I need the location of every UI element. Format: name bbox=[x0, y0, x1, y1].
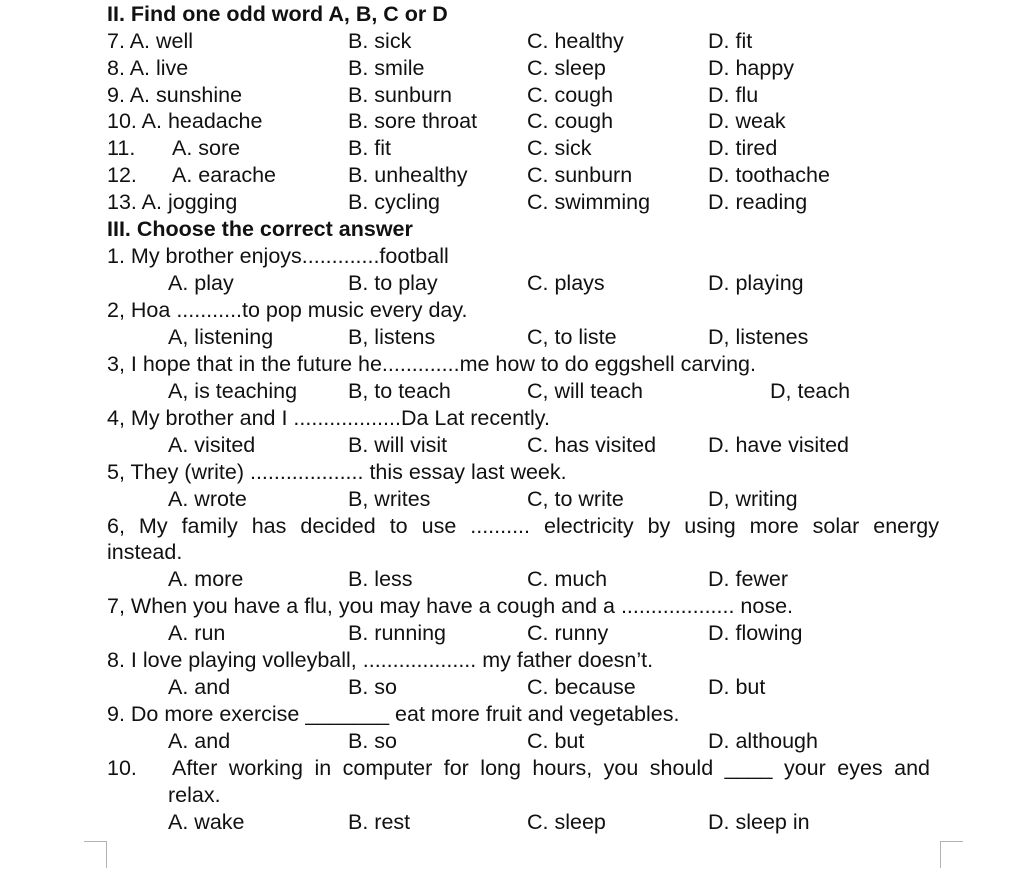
question-number: 11. bbox=[107, 136, 136, 160]
option-d: D. tired bbox=[708, 136, 778, 160]
option-d: D, writing bbox=[708, 487, 798, 511]
option-c: C, to write bbox=[527, 487, 624, 511]
option-a: A. play bbox=[168, 271, 234, 295]
option-d: D. reading bbox=[708, 190, 808, 214]
option-d: D. toothache bbox=[708, 163, 830, 187]
option-a: A. run bbox=[168, 621, 226, 645]
option-b: B. fit bbox=[348, 136, 392, 160]
question-number-option-a: 7. A. well bbox=[107, 29, 194, 53]
option-b: B, listens bbox=[348, 325, 436, 349]
option-c: C. cough bbox=[527, 109, 614, 133]
option-c: C. cough bbox=[527, 83, 614, 107]
option-b: B. rest bbox=[348, 810, 411, 834]
option-a: A. wrote bbox=[168, 487, 247, 511]
option-b: B, writes bbox=[348, 487, 431, 511]
question-number: 12. bbox=[107, 163, 137, 187]
option-d: D, teach bbox=[770, 379, 851, 403]
question-number-option-a: 9. A. sunshine bbox=[107, 83, 243, 107]
question-number-option-a: 8. A. live bbox=[107, 56, 189, 80]
option-d: D. sleep in bbox=[708, 810, 810, 834]
option-b: B. sore throat bbox=[348, 109, 478, 133]
option-a: A. and bbox=[168, 729, 231, 753]
option-c: C. because bbox=[527, 675, 636, 699]
option-d: D, listenes bbox=[708, 325, 809, 349]
option-c: C. healthy bbox=[527, 29, 624, 53]
option-d: D. although bbox=[708, 729, 818, 753]
option-c: C. plays bbox=[527, 271, 605, 295]
page-corner-mark-right bbox=[940, 841, 963, 868]
option-d: D. happy bbox=[708, 56, 795, 80]
option-d: D. fewer bbox=[708, 567, 789, 591]
page-corner-mark-left bbox=[84, 841, 107, 868]
option-c: C. sick bbox=[527, 136, 592, 160]
option-c: C. much bbox=[527, 567, 608, 591]
option-d: D. fit bbox=[708, 29, 753, 53]
option-a: A, listening bbox=[168, 325, 274, 349]
option-d: D. weak bbox=[708, 109, 786, 133]
option-a: A. earache bbox=[172, 163, 276, 187]
option-b: B. less bbox=[348, 567, 413, 591]
option-c: C. sleep bbox=[527, 810, 606, 834]
option-a: A. wake bbox=[168, 810, 245, 834]
option-c: C, will teach bbox=[527, 379, 643, 403]
option-b: B. so bbox=[348, 675, 397, 699]
question-number-option-a: 10. A. headache bbox=[107, 109, 263, 133]
question-number-option-a: 13. A. jogging bbox=[107, 190, 238, 214]
question-number: 10. bbox=[107, 756, 137, 780]
option-b: B. sick bbox=[348, 29, 412, 53]
option-a: A. visited bbox=[168, 433, 256, 457]
option-a: A. and bbox=[168, 675, 231, 699]
option-b: B. so bbox=[348, 729, 397, 753]
option-c: C. sunburn bbox=[527, 163, 633, 187]
option-b: B. to play bbox=[348, 271, 438, 295]
option-b: B. smile bbox=[348, 56, 425, 80]
option-c: C, to liste bbox=[527, 325, 617, 349]
option-a: A. more bbox=[168, 567, 244, 591]
option-b: B, to teach bbox=[348, 379, 451, 403]
option-c: C. but bbox=[527, 729, 585, 753]
option-c: C. swimming bbox=[527, 190, 651, 214]
option-d: D. have visited bbox=[708, 433, 850, 457]
option-b: B. running bbox=[348, 621, 447, 645]
option-c: C. runny bbox=[527, 621, 609, 645]
option-d: D. flu bbox=[708, 83, 759, 107]
option-b: B. cycling bbox=[348, 190, 441, 214]
question-6-justified-line: 6, My family has decided to use .......... electricity by using more solar energy bbox=[107, 514, 939, 538]
option-c: C. has visited bbox=[527, 433, 657, 457]
option-b: B. unhealthy bbox=[348, 163, 468, 187]
question-10-justified-line: After working in computer for long hours, you should ____ your eyes and bbox=[172, 756, 930, 780]
option-a: A, is teaching bbox=[168, 379, 298, 403]
option-c: C. sleep bbox=[527, 56, 606, 80]
option-d: D. but bbox=[708, 675, 766, 699]
option-d: D. playing bbox=[708, 271, 804, 295]
option-d: D. flowing bbox=[708, 621, 803, 645]
option-a: A. sore bbox=[172, 136, 241, 160]
option-b: B. sunburn bbox=[348, 83, 452, 107]
option-b: B. will visit bbox=[348, 433, 448, 457]
